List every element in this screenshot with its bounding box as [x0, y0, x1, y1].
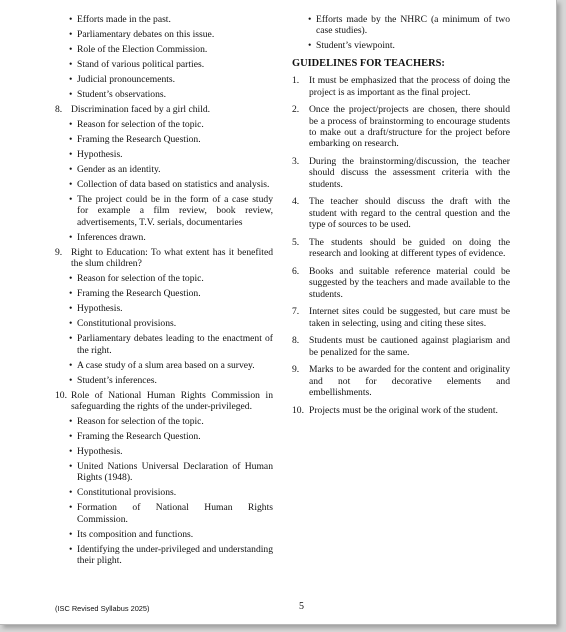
list-item: • The project could be in the form of a case study for example a film review, book review, advertisements, T.V. serials, documentaries: [55, 194, 273, 228]
guideline-item: [292, 156, 510, 190]
left-column: [55, 14, 273, 570]
topic-number: 9.: [55, 246, 63, 258]
topic-heading: [55, 247, 273, 270]
guideline-item: [292, 104, 510, 150]
list-item: • Hypothesis.: [55, 446, 273, 457]
list-item: • Formation of National Human Rights Commission.: [55, 502, 273, 525]
guideline-text: During the brainstorming/discussion, the teacher should discuss the assessment criteria with the students.: [309, 156, 510, 190]
list-item: • Constitutional provisions.: [55, 318, 273, 329]
guideline-text: Internet sites could be suggested, but care must be taken in selecting, using and citing these sites.: [309, 306, 510, 329]
list-item: • Hypothesis.: [55, 303, 273, 314]
list-item: • Collection of data based on statistics and analysis.: [55, 179, 273, 190]
topic-number: 8.: [55, 104, 63, 115]
page-number: 5: [299, 601, 304, 612]
guideline-number: 6.: [292, 265, 300, 277]
guideline-text: Marks to be awarded for the content and originality and not for decorative elements and embellishments.: [309, 364, 510, 399]
list-item: • Role of the Election Commission.: [55, 44, 273, 55]
topic-title: Discrimination faced by a girl child.: [71, 104, 211, 115]
guideline-text: Once the project/projects are chosen, there should be a process of brainstorming to encourage students to make out a draft/structure for the project before embarking on research.: [309, 104, 510, 150]
guideline-item: [292, 405, 510, 416]
list-item: • Framing the Research Question.: [55, 288, 273, 299]
guideline-number: 4.: [292, 196, 300, 208]
list-item: • Framing the Research Question.: [55, 431, 273, 442]
list-item: • Stand of various political parties.: [55, 59, 273, 70]
guideline-text: Students must be cautioned against plagiarism and be penalized for the same.: [309, 335, 510, 358]
topic-heading: [55, 390, 273, 413]
right-column: [292, 14, 510, 422]
topic-number: 10.: [55, 389, 67, 401]
topic-title: Right to Education: To what extent has it benefited the slum children?: [71, 246, 273, 270]
guideline-item: [292, 266, 510, 300]
list-item: • Judicial pronouncements.: [55, 74, 273, 85]
guideline-number: 1.: [292, 75, 300, 87]
guideline-item: [292, 196, 510, 230]
list-item: • Reason for selection of the topic.: [55, 119, 273, 130]
list-item: • Inferences drawn.: [55, 232, 273, 243]
list-item: • Its composition and functions.: [55, 529, 273, 540]
list-item: • Hypothesis.: [55, 149, 273, 160]
footer-syllabus-label: (ISC Revised Syllabus 2025): [55, 604, 150, 613]
list-item: • Framing the Research Question.: [55, 134, 273, 145]
list-item: • Efforts made by the NHRC (a minimum of two case studies).: [292, 14, 510, 37]
guideline-number: 2.: [292, 104, 300, 116]
list-item: • Constitutional provisions.: [55, 487, 273, 498]
guideline-item: [292, 306, 510, 329]
list-item: • Reason for selection of the topic.: [55, 273, 273, 284]
list-item: • Reason for selection of the topic.: [55, 416, 273, 427]
topic-title: Role of National Human Rights Commission in safeguarding the rights of the under-privileged.: [71, 389, 273, 413]
guideline-item: [292, 237, 510, 260]
guideline-number: 9.: [292, 364, 300, 376]
guideline-number: 10.: [292, 404, 304, 416]
guideline-number: 7.: [292, 306, 300, 318]
list-item: • Gender as an identity.: [55, 164, 273, 175]
guideline-text: It must be emphasized that the process of doing the project is as important as the final project.: [309, 75, 510, 98]
list-item: • United Nations Universal Declaration of Human Rights (1948).: [55, 461, 273, 484]
guideline-number: 5.: [292, 236, 300, 248]
guideline-text: Projects must be the original work of the student.: [309, 404, 498, 416]
guidelines-heading: GUIDELINES FOR TEACHERS:: [292, 57, 445, 69]
list-item: • Parliamentary debates on this issue.: [55, 29, 273, 40]
list-item: • Student’s observations.: [55, 89, 273, 100]
topic-heading: [55, 104, 273, 115]
guideline-number: 8.: [292, 335, 300, 347]
list-item: • Parliamentary debates leading to the enactment of the right.: [55, 333, 273, 356]
guideline-item: [292, 364, 510, 398]
list-item: • Student’s viewpoint.: [292, 40, 510, 51]
guideline-number: 3.: [292, 156, 300, 168]
list-item: • A case study of a slum area based on a survey.: [55, 360, 273, 371]
guideline-item: [292, 335, 510, 358]
guideline-text: The teacher should discuss the draft with the student with regard to the central question and the type of sources to be used.: [309, 196, 510, 231]
list-item: • Student’s inferences.: [55, 375, 273, 386]
guideline-text: The students should be guided on doing the research and looking at different types of evidence.: [309, 236, 510, 260]
guideline-item: [292, 75, 510, 98]
list-item: • Identifying the under-privileged and understanding their plight.: [55, 544, 273, 567]
list-item: • Efforts made in the past.: [55, 14, 273, 25]
guideline-text: Books and suitable reference material could be suggested by the teachers and made available to the students.: [309, 265, 510, 300]
